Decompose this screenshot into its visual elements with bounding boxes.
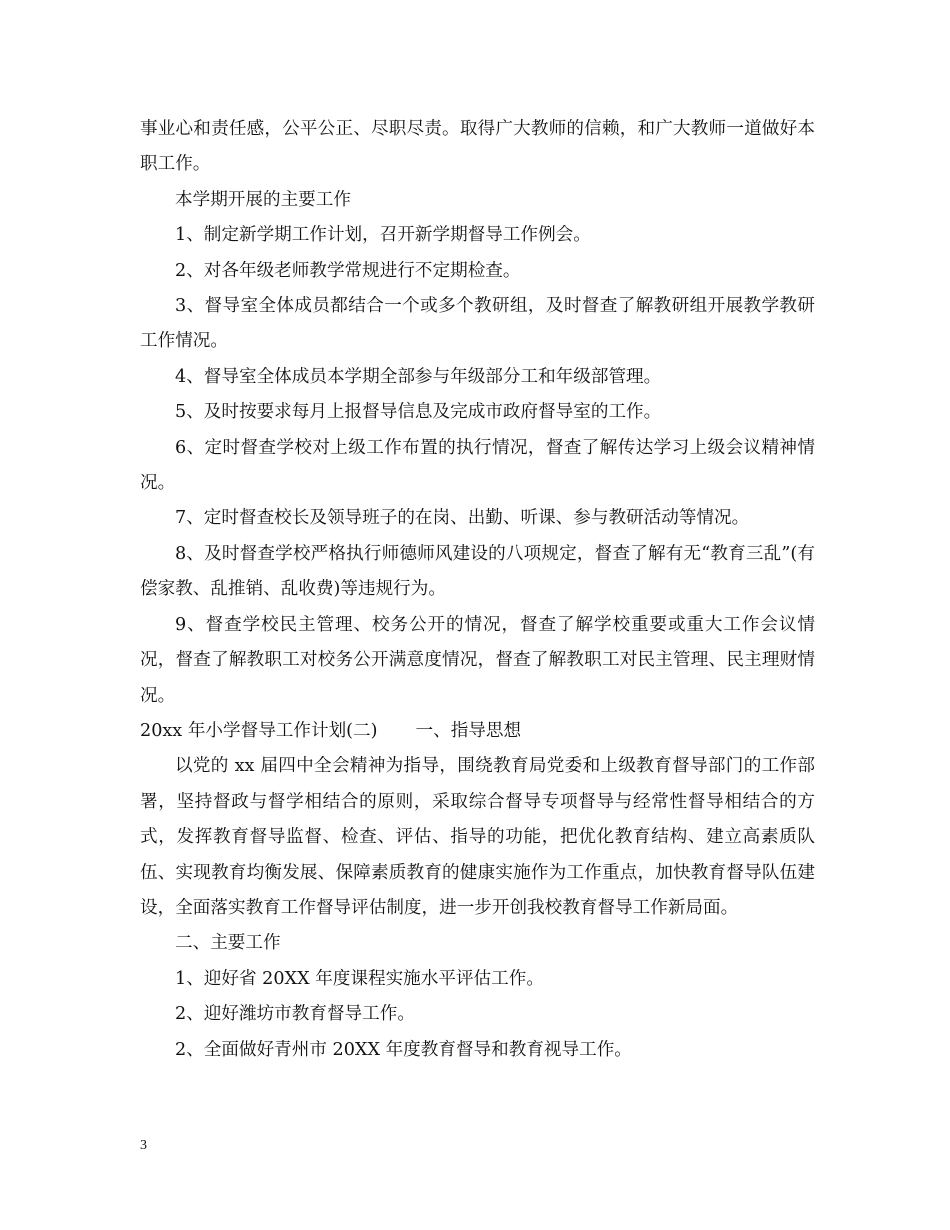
list-item: 3、督导室全体成员都结合一个或多个教研组，及时督查了解教研组开展教学教研工作情况。	[140, 296, 815, 352]
paragraph: 事业心和责任感，公平公正、尽职尽责。取得广大教师的信赖，和广大教师一道做好本职工作。	[140, 119, 815, 175]
document-title: 20xx 年小学督导工作计划(二)	[140, 720, 378, 741]
list-item: 5、及时按要求每月上报督导信息及完成市政府督导室的工作。	[175, 402, 662, 423]
heading-line	[140, 714, 815, 749]
list-item: 6、定时督查学校对上级工作布置的执行情况，督查了解传达学习上级会议精神情况。	[140, 437, 815, 494]
list-item: 8、及时督查学校严格执行师德师风建设的八项规定，督查了解有无“教育三乱”(有偿家教、乱推销、乱收费)等违规行为。	[140, 543, 815, 600]
list-item: 9、督查学校民主管理、校务公开的情况，督查了解学校重要或重大工作会议情况，督查了解教职工对校务公开满意度情况，督查了解教职工对民主管理、民主理财情况。	[140, 614, 815, 706]
list-item: 1、迎好省 20XX 年度课程实施水平评估工作。	[175, 968, 544, 989]
section-heading: 一、指导思想	[415, 720, 522, 741]
list-item: 7、定时督查校长及领导班子的在岗、出勤、听课、参与教研活动等情况。	[175, 508, 750, 529]
section-heading: 二、主要工作	[175, 933, 281, 954]
list-item: 2、对各年级老师教学常规进行不定期检查。	[175, 260, 521, 281]
list-item: 4、督导室全体成员本学期全部参与年级部分工和年级部管理。	[175, 366, 662, 387]
list-item: 1、制定新学期工作计划，召开新学期督导工作例会。	[175, 225, 591, 246]
paragraph: 以党的 xx 届四中全会精神为指导，围绕教育局党委和上级教育督导部门的工作部署，坚持督政与督学相结合的原则，采取综合督导专项督导与经常性督导相结合的方式，发挥教育督导监督、检查、评估、指导的功能，把优化教育结构、建立高素质队伍、实现教育均衡发展、保障素质教育的健康实施作为工作重点，加快教育督导队伍建设，全面落实教育工作督导评估制度，进一步开创我校教育督导工作新局面。	[140, 756, 815, 918]
section-heading: 本学期开展的主要工作	[175, 189, 351, 210]
document-body	[140, 112, 815, 1068]
list-item: 2、迎好潍坊市教育督导工作。	[175, 1004, 415, 1025]
list-item: 2、全面做好青州市 20XX 年度教育督导和教育视导工作。	[175, 1039, 632, 1060]
page-number: 3	[140, 1138, 147, 1153]
